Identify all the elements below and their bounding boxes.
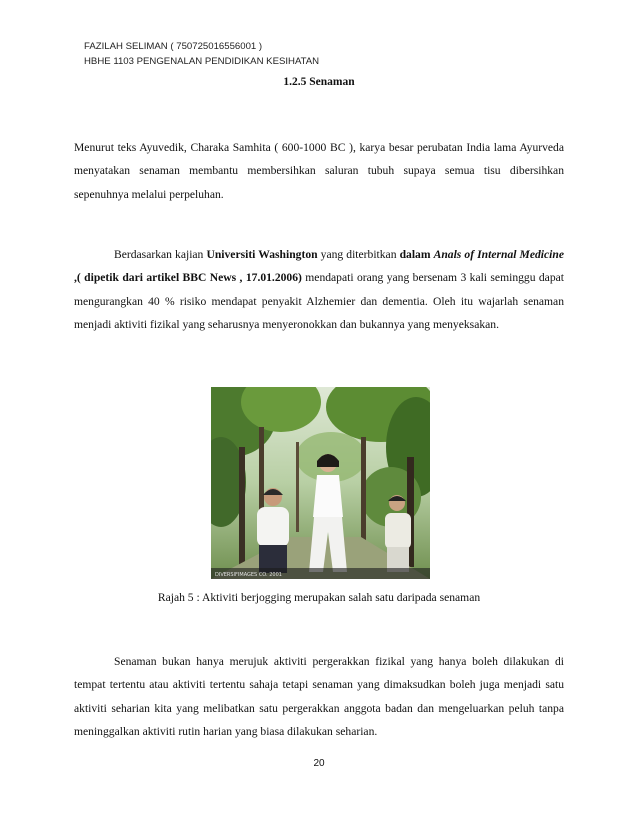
section-title: 1.2.5 Senaman: [283, 76, 355, 88]
paragraph-ayurveda: Menurut teks Ayuvedik, Charaka Samhita ( 600-1000 BC ), karya besar perubatan India lama Ayurveda menyatakan senaman membantu membersihkan saluran tubuh supaya semua tisu dibersihkan sepenuhnya melalui perpeluhan.: [74, 141, 564, 201]
p2-text-4: mendapati orang yang bersenam 3 kali seminggu dapat mengurangkan 40 % risiko mendapat penyakit Alzhemier dan dementia. Oleh itu wajarlah senaman menjadi aktiviti fizikal yang seharusnya menyeronokkan dan bukannya yang menyeksakan.: [74, 271, 564, 331]
figure-caption: Rajah 5 : Aktiviti berjogging merupakan salah satu daripada senaman: [157, 591, 481, 604]
paragraph-study: [74, 243, 564, 336]
header-course-line: HBHE 1103 PENGENALAN PENDIDIKAN KESIHATAN: [84, 55, 320, 67]
p2-journal: Anals of Internal Medicine: [433, 248, 564, 261]
page-header: [84, 40, 319, 69]
paragraph-senaman: [74, 650, 564, 743]
p2-text-2: yang diterbitkan: [317, 248, 400, 261]
header-author-line: FAZILAH SELIMAN ( 750725016556001 ): [84, 41, 263, 52]
photo-watermark: DIVERSIFIMAGES CO. 2001: [215, 572, 282, 578]
page-number: 20: [313, 758, 325, 769]
p2-source: ,( dipetik dari artikel BBC News , 17.01.2006): [74, 271, 302, 285]
p2-dalam: dalam: [399, 248, 431, 261]
p2-university: Universiti Washington: [206, 248, 318, 261]
p2-text-1: Berdasarkan kajian: [114, 248, 207, 261]
p3-text: Senaman bukan hanya merujuk aktiviti pergerakkan fizikal yang hanya boleh dilakukan di tempat tertentu atau aktiviti tertentu sahaja tetapi senaman yang dimaksudkan boleh juga menjadi satu aktiviti seharian kita yang melibatkan satu pergerakkan anggota badan dan mengeluarkan peluh tanpa meninggalkan aktiviti rutin harian yang biasa dilakukan seharian.: [74, 655, 564, 738]
jogging-photo: [211, 387, 430, 579]
